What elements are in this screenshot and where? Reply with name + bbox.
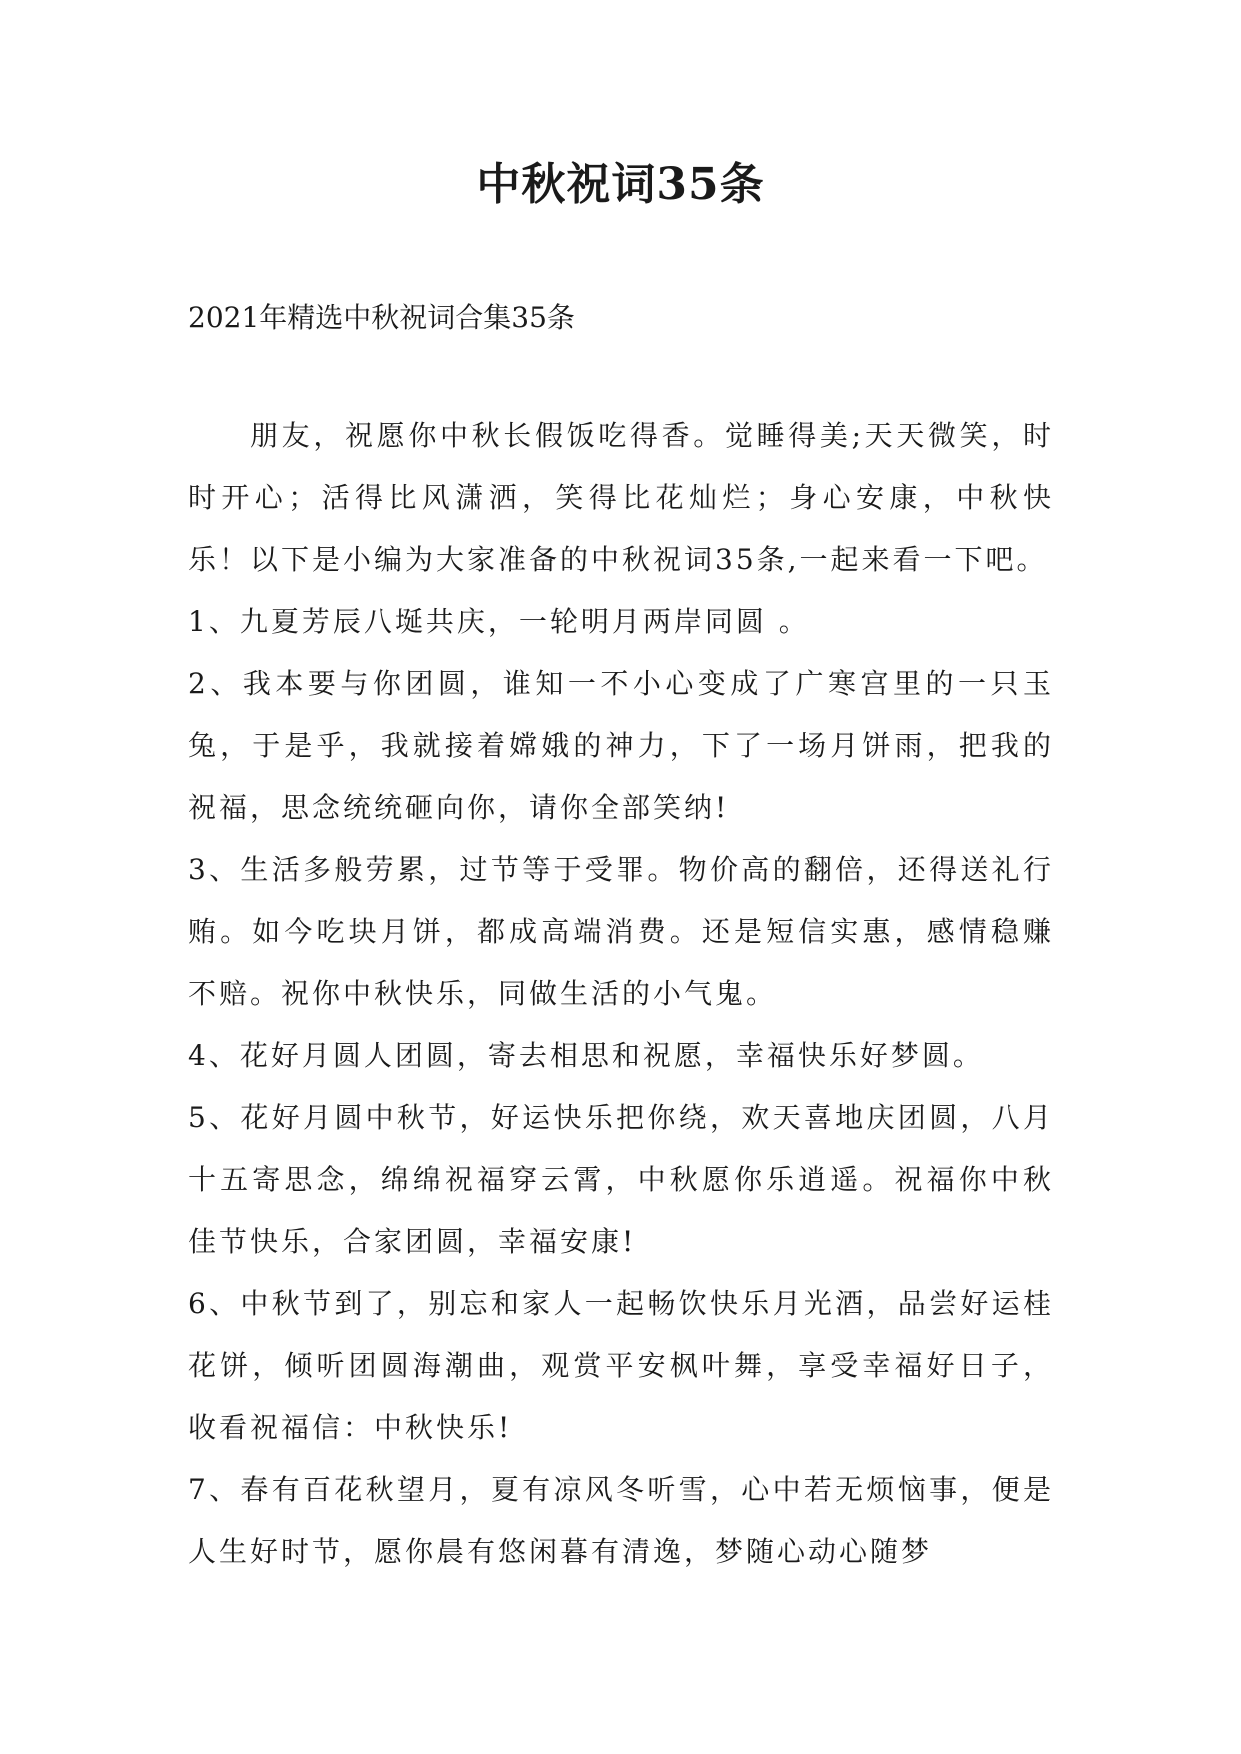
- document-body: [188, 405, 1054, 1583]
- list-item-1: 1、九夏芳辰八埏共庆，一轮明月两岸同圆 。: [188, 605, 810, 638]
- list-item-3: 3、生活多般劳累，过节等于受罪。物价高的翻倍，还得送礼行贿。如今吃块月饼，都成高端消费。还是短信实惠，感情稳赚不赔。祝你中秋快乐，同做生活的小气鬼。: [188, 853, 1054, 1010]
- list-item-5: 5、花好月圆中秋节，好运快乐把你绕，欢天喜地庆团圆，八月十五寄思念，绵绵祝福穿云霄，中秋愿你乐逍遥。祝福你中秋佳节快乐，合家团圆，幸福安康!: [188, 1101, 1054, 1258]
- document-title: 中秋祝词35条: [476, 159, 765, 210]
- list-item-4: 4、花好月圆人团圆，寄去相思和祝愿，幸福快乐好梦圆。: [188, 1039, 984, 1072]
- list-item-7: 7、春有百花秋望月，夏有凉风冬听雪，心中若无烦恼事，便是人生好时节，愿你晨有悠闲暮有清逸，梦随心动心随梦: [188, 1473, 1054, 1568]
- list-item-6: 6、中秋节到了，别忘和家人一起畅饮快乐月光酒，品尝好运桂花饼，倾听团圆海潮曲，观赏平安枫叶舞，享受幸福好日子，收看祝福信：中秋快乐!: [188, 1287, 1054, 1444]
- list-item-2: 2、我本要与你团圆，谁知一不小心变成了广寒宫里的一只玉兔，于是乎，我就接着嫦娥的神力，下了一场月饼雨，把我的祝福，思念统统砸向你，请你全部笑纳!: [188, 667, 1054, 824]
- document-subtitle: 2021年精选中秋祝词合集35条: [188, 301, 575, 334]
- intro-paragraph: 朋友，祝愿你中秋长假饭吃得香。觉睡得美;天天微笑，时时开心；活得比风潇洒，笑得比花灿烂；身心安康，中秋快乐！以下是小编为大家准备的中秋祝词35条,一起来看一下吧。: [188, 419, 1054, 576]
